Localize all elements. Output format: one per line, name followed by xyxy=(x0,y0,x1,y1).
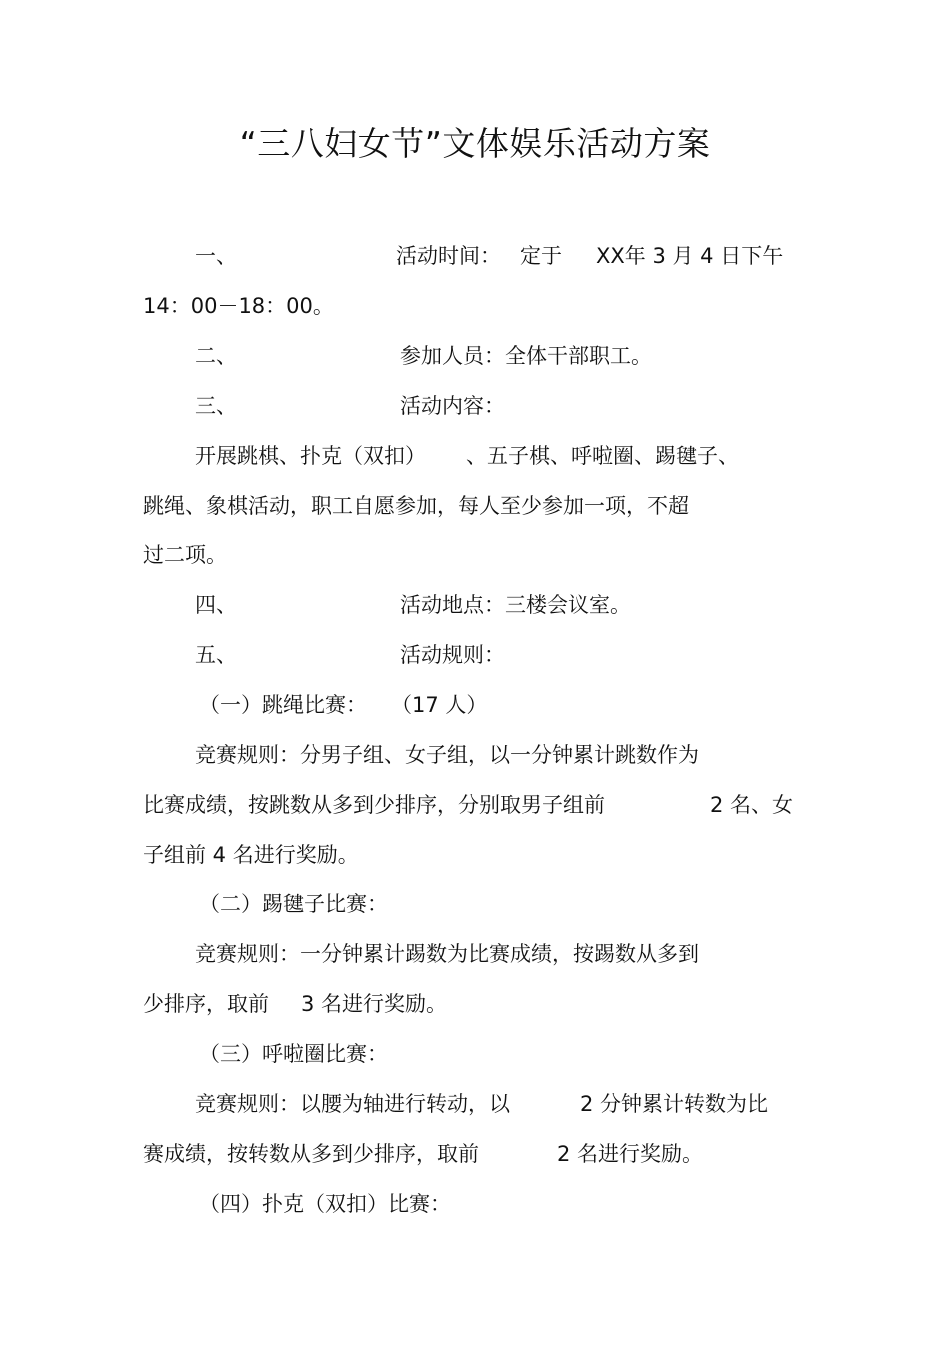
section-2-text: 参加人员：全体干部职工。 xyxy=(400,344,652,368)
rule-3-line: 2 分钟累计转数为比 xyxy=(580,1092,769,1116)
section-3-body-line: 、五子棋、呼啦圈、踢毽子、 xyxy=(466,444,739,468)
section-3-label: 活动内容： xyxy=(400,394,505,418)
section-2-number: 二、 xyxy=(195,344,237,368)
section-3-body-line: 开展跳棋、扑克（双扣） xyxy=(195,444,426,468)
section-1-value-prefix: 定于 xyxy=(520,244,562,268)
section-1-number: 一、 xyxy=(195,244,237,268)
section-5-label: 活动规则： xyxy=(400,643,505,667)
rule-1-count: （17 人） xyxy=(391,693,488,717)
document-title: “三八妇女节”文体娱乐活动方案 xyxy=(239,124,711,163)
rule-2-heading: （二）踢毽子比赛： xyxy=(199,892,388,916)
rule-3-line: 赛成绩，按转数从多到少排序，取前 xyxy=(143,1142,479,1166)
rule-2-line: 3 名进行奖励。 xyxy=(301,992,448,1016)
section-1-label: 活动时间： xyxy=(396,244,501,268)
section-5-number: 五、 xyxy=(195,643,237,667)
rule-4-heading: （四）扑克（双扣）比赛： xyxy=(199,1192,451,1216)
rule-3-line: 竞赛规则：以腰为轴进行转动，以 xyxy=(195,1092,510,1116)
rule-1-line: 竞赛规则：分男子组、女子组，以一分钟累计跳数作为 xyxy=(195,743,699,767)
rule-2-line: 少排序，取前 xyxy=(143,992,269,1016)
rule-1-heading: （一）跳绳比赛： xyxy=(199,693,367,717)
section-1-time: 14：00－18：00。 xyxy=(143,294,334,318)
rule-3-heading: （三）呼啦圈比赛： xyxy=(199,1042,388,1066)
rule-1-line: 比赛成绩，按跳数从多到少排序，分别取男子组前 xyxy=(143,793,605,817)
section-3-body-line: 跳绳、象棋活动，职工自愿参加，每人至少参加一项，不超 xyxy=(143,494,689,518)
section-4-number: 四、 xyxy=(195,593,237,617)
section-3-body-line: 过二项。 xyxy=(143,543,227,567)
section-3-number: 三、 xyxy=(195,394,237,418)
rule-3-line: 2 名进行奖励。 xyxy=(557,1142,704,1166)
section-1-date: XX年 3 月 4 日下午 xyxy=(596,244,784,268)
rule-1-line: 2 名、女 xyxy=(710,793,794,817)
rule-2-line: 竞赛规则：一分钟累计踢数为比赛成绩，按踢数从多到 xyxy=(195,942,699,966)
section-4-text: 活动地点：三楼会议室。 xyxy=(400,593,631,617)
rule-1-line: 子组前 4 名进行奖励。 xyxy=(143,843,359,867)
